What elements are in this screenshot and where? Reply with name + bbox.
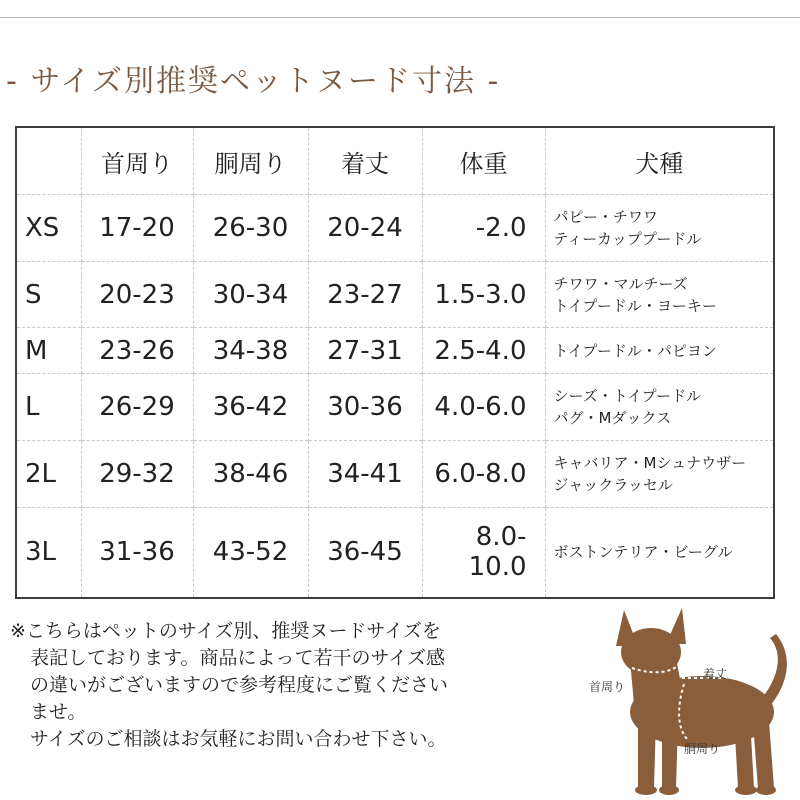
chest-cell: 36-42	[193, 374, 308, 441]
breed-cell	[545, 441, 773, 508]
breed-cell	[545, 507, 773, 597]
breed-line: パグ・Mダックス	[553, 409, 672, 428]
weight-cell: 4.0-6.0	[422, 374, 545, 441]
note-line: サイズのご相談はお気軽にお問い合わせ下さい。	[30, 728, 447, 750]
chest-cell: 30-34	[193, 261, 308, 328]
note-line: ※こちらはペットのサイズ別、推奨ヌードサイズを	[10, 620, 441, 642]
neck-cell: 26-29	[81, 374, 193, 441]
weight-cell: 6.0-8.0	[422, 441, 545, 508]
top-divider	[0, 17, 800, 18]
breed-cell	[545, 195, 773, 262]
neck-cell: 17-20	[81, 195, 193, 262]
chest-cell: 34-38	[193, 328, 308, 374]
breed-line: ボストンテリア・ビーグル	[553, 543, 733, 562]
length-cell: 23-27	[308, 261, 422, 328]
breed-cell	[545, 328, 773, 374]
length-cell: 27-31	[308, 328, 422, 374]
weight-cell: 8.0-10.0	[422, 507, 545, 597]
length-cell: 30-36	[308, 374, 422, 441]
neck-cell: 23-26	[81, 328, 193, 374]
weight-cell: -2.0	[422, 195, 545, 262]
note-line: の違いがございますので参考程度にご覧ください	[30, 674, 449, 696]
table-row	[17, 195, 773, 262]
header-neck: 首周り	[81, 128, 193, 195]
table-row	[17, 328, 773, 374]
table-row	[17, 441, 773, 508]
chest-cell: 26-30	[193, 195, 308, 262]
chest-cell: 43-52	[193, 507, 308, 597]
header-weight: 体重	[422, 128, 545, 195]
breed-line: トイプードル・パピヨン	[553, 341, 717, 360]
breed-line: ティーカッププードル	[553, 229, 702, 248]
length-cell: 34-41	[308, 441, 422, 508]
length-cell: 36-45	[308, 507, 422, 597]
note-line: 表記しております。商品によって若干のサイズ感	[30, 647, 445, 669]
header-length: 着丈	[308, 128, 422, 195]
neck-cell: 29-32	[81, 441, 193, 508]
table-row	[17, 261, 773, 328]
dog-measurement-diagram	[580, 600, 800, 800]
size-cell: L	[25, 392, 40, 423]
size-cell: 2L	[25, 458, 57, 489]
neck-cell: 31-36	[81, 507, 193, 597]
breed-line: シーズ・トイプードル	[553, 387, 702, 406]
breed-cell	[545, 374, 773, 441]
weight-cell: 2.5-4.0	[422, 328, 545, 374]
size-cell: 3L	[25, 537, 57, 568]
neck-label: 首周り	[589, 680, 626, 694]
header-size	[17, 128, 81, 195]
size-cell: S	[25, 279, 42, 310]
size-cell: M	[25, 335, 48, 366]
table-row	[17, 374, 773, 441]
size-table	[17, 128, 773, 597]
chest-cell: 38-46	[193, 441, 308, 508]
dog-silhouette-icon	[580, 600, 800, 800]
breed-line: パピー・チワワ	[553, 207, 658, 226]
table-row	[17, 507, 773, 597]
size-cell: XS	[25, 212, 60, 243]
length-label: 着丈	[703, 667, 728, 681]
weight-cell: 1.5-3.0	[422, 261, 545, 328]
breed-line: キャバリア・Mシュナウザー	[553, 453, 747, 472]
header-breed: 犬種	[545, 128, 773, 195]
breed-cell	[545, 261, 773, 328]
header-chest: 胴周り	[193, 128, 308, 195]
breed-line: トイプードル・ヨーキー	[553, 296, 717, 315]
breed-line: チワワ・マルチーズ	[553, 274, 688, 293]
chest-label: 胴周り	[684, 742, 721, 756]
breed-line: ジャックラッセル	[553, 475, 673, 494]
size-note	[10, 618, 550, 753]
note-line: ませ。	[30, 701, 87, 723]
page-title: - サイズ別推奨ペットヌード寸法 -	[6, 64, 501, 99]
length-cell: 20-24	[308, 195, 422, 262]
neck-cell: 20-23	[81, 261, 193, 328]
header-row	[17, 128, 773, 195]
